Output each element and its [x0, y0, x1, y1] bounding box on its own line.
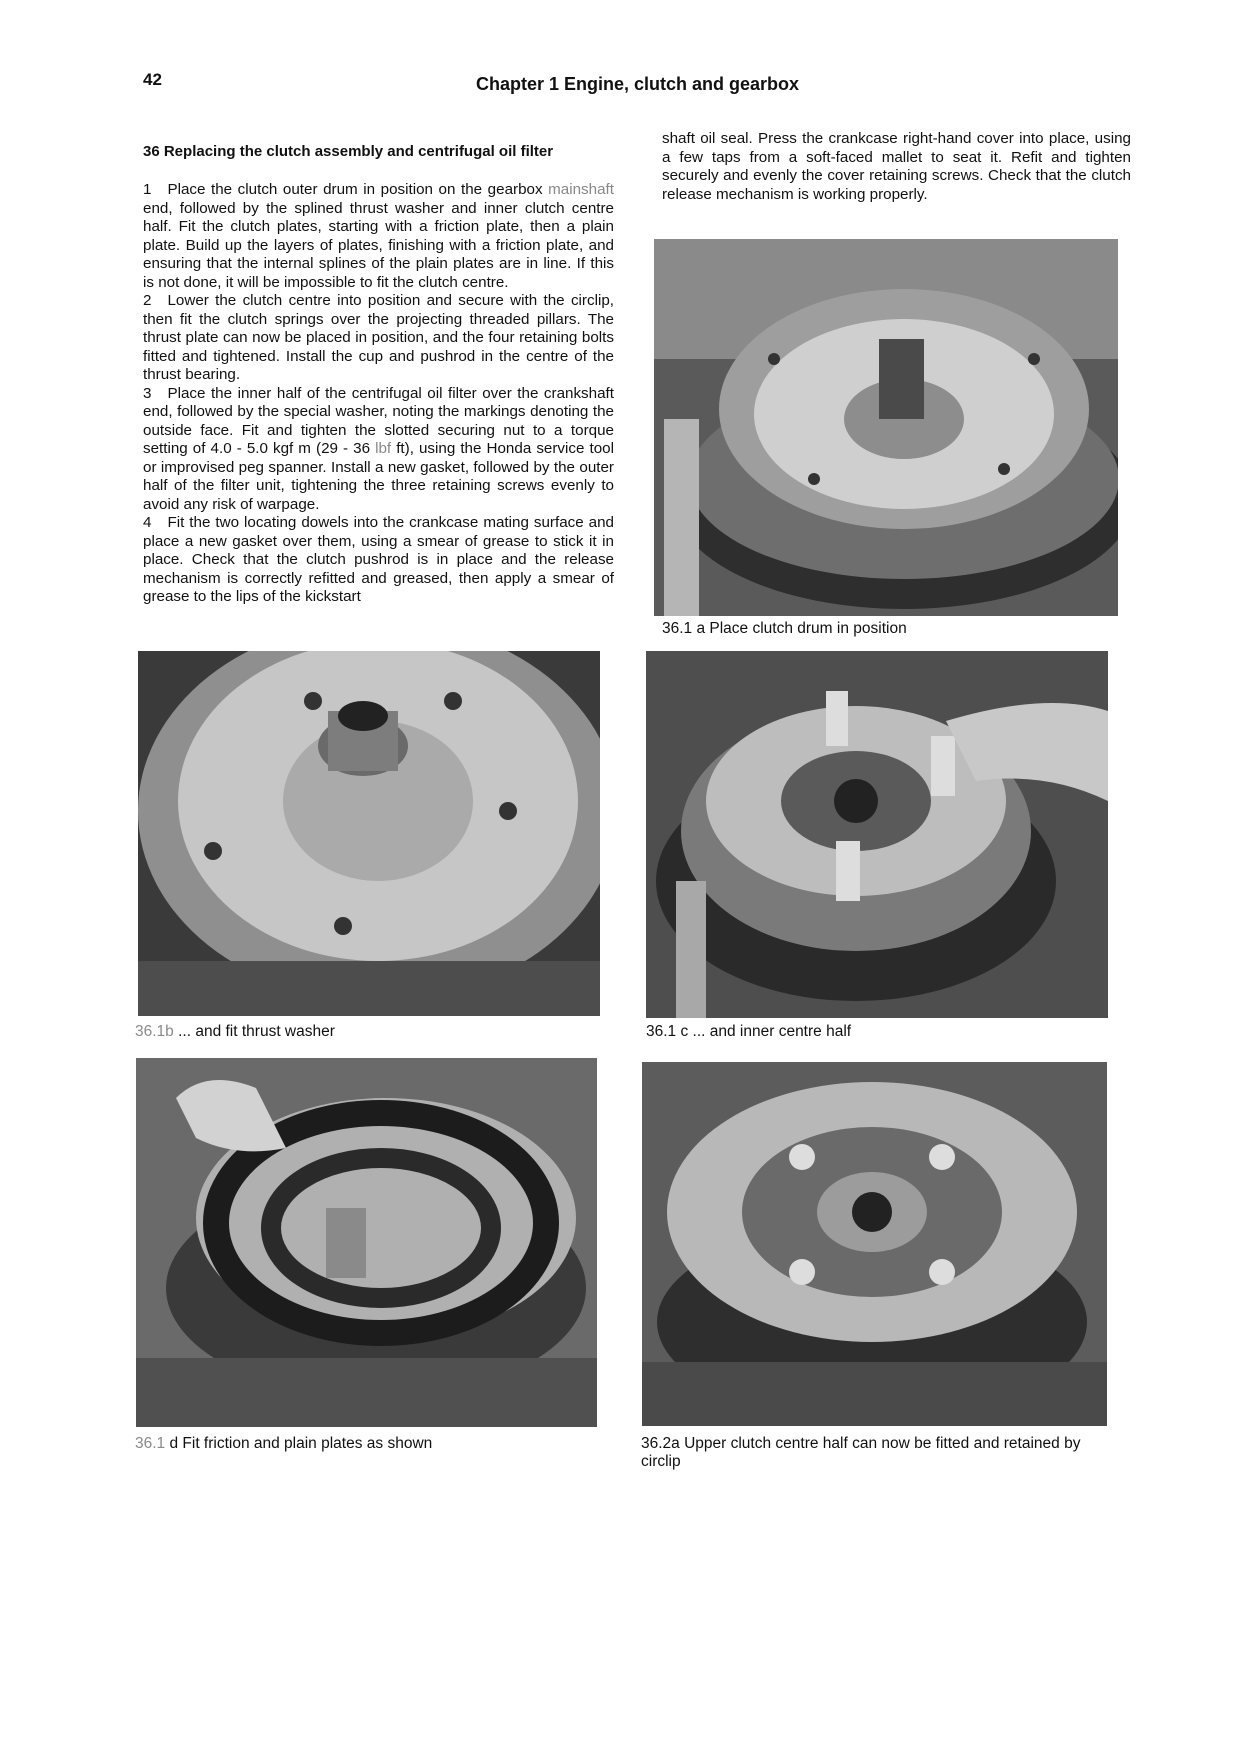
paragraph-text: Lower the clutch centre into position and secure with the circlip, then fit the clutch springs over the projecting threaded pillars. The thrust plate can now be placed in position, and the four retaining bolts fitted and tightened. Install the cup and pushrod in the centre of the thrust bearing.: [143, 292, 614, 383]
caption-number: 36.1b: [135, 1023, 174, 1040]
photo-inner-centre-half: [646, 651, 1108, 1018]
paragraph-1: [143, 181, 614, 292]
paragraph-text: Fit the two locating dowels into the crankcase mating surface and place a new gasket over them, using a smear of grease to stick it in place. Check that the clutch pushrod is in place and the release mechanism is correctly refitted and greased, then apply a smear of grease to the lips of the kickstart: [143, 514, 614, 605]
paragraph-4: [143, 514, 614, 607]
photo-friction-plates: [136, 1058, 597, 1427]
left-column-text: [143, 181, 614, 607]
caption-36-1b: [135, 1023, 335, 1041]
caption-text: d Fit friction and plain plates as shown: [165, 1435, 433, 1452]
paragraph-continued: shaft oil seal. Press the crankcase right-hand cover into place, using a few taps from a soft-faced mallet to seat it. Refit and tighten securely and evenly the cover retaining screws. Check that the clutch release mechanism is working properly.: [662, 130, 1131, 203]
paragraph-3: [143, 385, 614, 515]
chapter-title: Chapter 1 Engine, clutch and gearbox: [476, 74, 800, 94]
caption-36-2a: 36.2a Upper clutch centre half can now be fitted and retained by circlip: [641, 1435, 1081, 1470]
caption-36-1a: 36.1 a Place clutch drum in position: [662, 620, 907, 637]
right-column-text: [662, 130, 1131, 204]
paragraph-text: end, followed by the splined thrust washer and inner clutch centre half. Fit the clutch plates, starting with a friction plate, then a plain plate. Build up the layers of plates, finishing with a friction plate, and ensuring that the internal splines of the plain plates are in line. If this is not done, it will be impossible to fit the clutch centre.: [143, 199, 614, 291]
faded-word: mainshaft: [548, 181, 614, 198]
photo-clutch-drum: [654, 239, 1118, 616]
paragraph-number: 4: [143, 514, 152, 531]
photo-upper-clutch-centre: [642, 1062, 1107, 1426]
paragraph-number: 2: [143, 292, 152, 309]
section-heading: 36 Replacing the clutch assembly and centrifugal oil filter: [143, 143, 554, 160]
paragraph-text: ft), using the Honda service tool or improvised peg spanner. Install a new gasket, followed by the outer half of the filter unit, tightening the three retaining screws evenly to avoid any risk of warpage.: [143, 440, 614, 513]
paragraph-number: 1: [143, 181, 152, 198]
faded-word: lbf: [375, 440, 392, 457]
caption-number: 36.1: [135, 1435, 166, 1452]
page-number: 42: [143, 70, 162, 89]
caption-text: ... and fit thrust washer: [173, 1023, 335, 1040]
photo-thrust-washer: [138, 651, 600, 1016]
paragraph-2: [143, 292, 614, 385]
caption-36-1d: [135, 1435, 432, 1453]
paragraph-number: 3: [143, 384, 152, 402]
paragraph-text: Place the inner half of the centrifugal oil filter over the crankshaft end, followed by the special washer, noting the markings denoting the outside face. Fit and tighten the slotted securing nut to a torque setting of 4.0 - 5.0 kgf m (29 - 36: [143, 384, 614, 457]
paragraph-text: Place the clutch outer drum in position on the gearbox: [167, 181, 549, 198]
caption-36-1c: 36.1 c ... and inner centre half: [646, 1023, 852, 1040]
